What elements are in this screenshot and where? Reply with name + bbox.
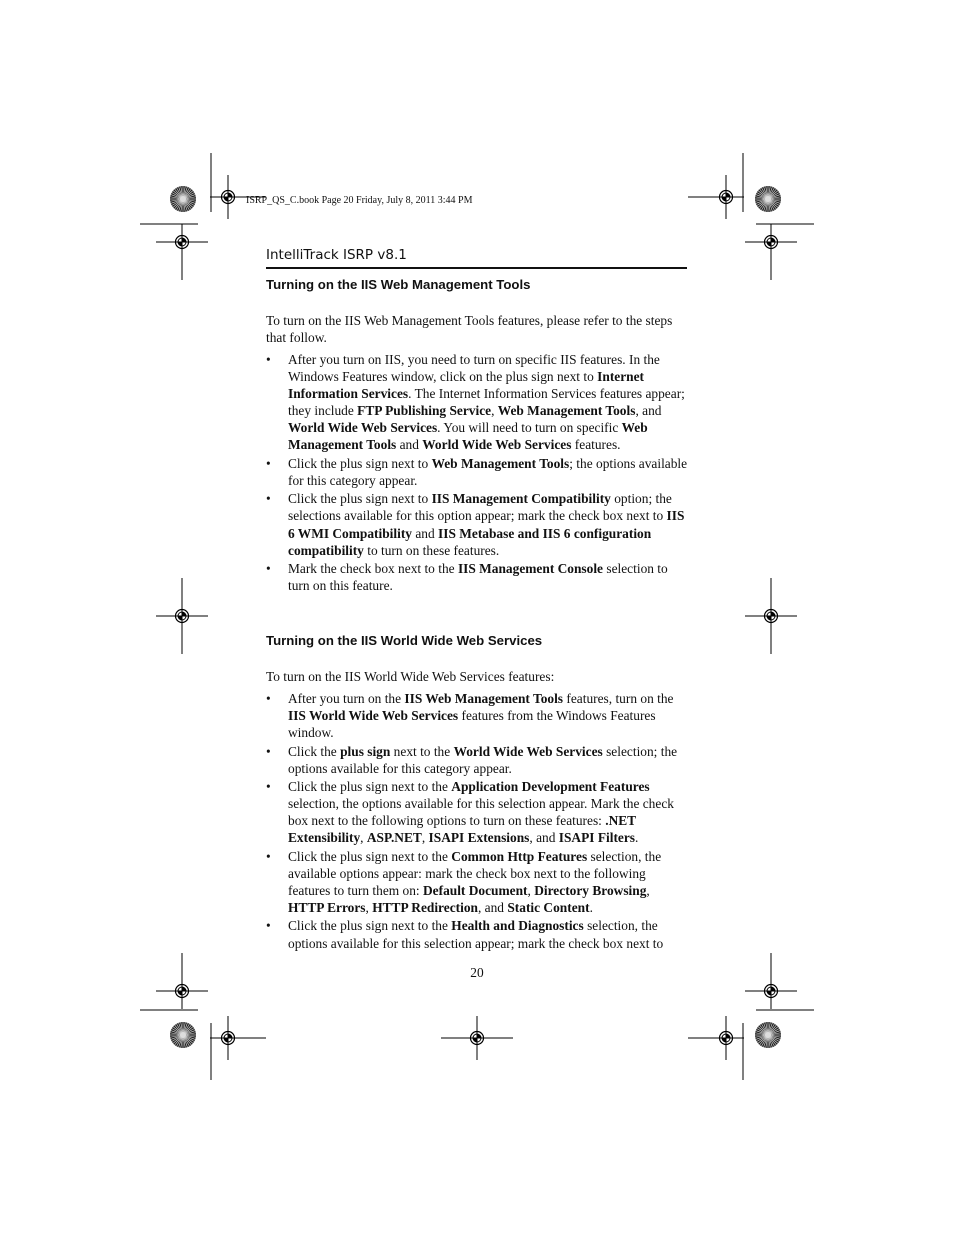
bullet-glyph: • [266,743,271,759]
body-text: to turn on these features. [363,542,500,558]
bullet-glyph: • [266,848,271,864]
body-text: option; the selections available for this option appear; mark the check box next to [288,491,672,524]
registration-mark-icon [210,1016,266,1060]
body-text: selection, the options available for this selection appear. Mark the check box next to the following options to turn on these features: [288,796,674,829]
body-text: Click the plus sign next to [288,455,432,471]
list-item [266,455,688,489]
bold-term: ASP.NET [366,830,422,846]
bold-term: Application Development Features [451,779,650,795]
bold-term: Internet Information Services [288,369,645,402]
section-title-web-management-tools: Turning on the IIS Web Management Tools [266,277,531,292]
bullet-list-world-wide-web-services [266,690,688,953]
body-text: and [412,525,439,541]
body-text: , [421,830,429,846]
section-title-world-wide-web-services: Turning on the IIS World Wide Web Services [266,633,543,648]
section-intro-web-management-tools: To turn on the IIS Web Management Tools features, please refer to the steps that follow. [266,313,673,346]
header-rule [266,267,687,269]
color-wheel-icon [170,1022,196,1048]
body-text: ; the options available for this category appear. [288,455,688,488]
bold-term: IIS Web Management Tools [404,691,564,706]
body-text: After you turn on the [288,691,405,706]
list-item [266,743,688,777]
bullet-glyph: • [266,455,271,471]
bullet-glyph: • [266,918,271,934]
bold-term: .NET Extensibility [288,813,636,846]
list-item [266,351,688,454]
body-text: features. [571,437,621,453]
bullet-glyph: • [266,352,271,367]
body-text: features, turn on the [563,691,674,706]
body-text: Click the plus sign next to the [288,779,452,795]
bold-term: IIS Management Console [457,561,604,577]
body-text: , [360,830,367,846]
body-text: , [491,403,498,419]
bold-term: plus sign [340,743,391,759]
running-head: IntelliTrack ISRP v8.1 [266,247,407,263]
bold-term: World Wide Web Services [453,743,603,759]
bold-term: Common Http Features [451,848,588,864]
list-item [266,917,688,951]
body-text: , and [529,830,559,846]
body-text: After you turn on IIS, you need to turn on specific IIS features. In the Windows Features window, click on the plus sign next to [288,352,660,385]
body-text: Mark the check box next to the [288,561,458,577]
body-text: . You will need to turn on specific [437,420,622,436]
registration-mark-icon [156,953,208,1009]
body-text: selection; the options available for this category appear. [288,743,678,776]
bold-term: ISAPI Extensions [428,830,530,846]
registration-mark-icon [745,578,797,654]
bold-term: Web Management Tools [431,455,570,471]
bold-term: ISAPI Filters [558,830,636,846]
bold-term: Web Management Tools [497,403,636,419]
body-text: Click the plus sign next to the [288,918,452,934]
bold-term: IIS 6 WMI Compatibility [288,508,685,541]
bullet-list-web-management-tools [266,351,688,596]
bold-term: World Wide Web Services [288,420,438,436]
body-text: , and [477,900,508,916]
body-text: Click the plus sign next to the [288,848,452,864]
body-text: next to the [390,743,454,759]
body-text: Click the [288,743,341,759]
bold-term: IIS Metabase and IIS 6 configuration compatibility [288,525,652,558]
registration-mark-icon [156,578,208,654]
body-text: . [589,900,593,916]
bold-term: Static Content [507,900,590,916]
bullet-glyph: • [266,691,271,706]
registration-mark-icon [688,175,744,219]
body-text: selection, the options available for this selection appear; mark the check box next to [288,918,664,951]
bold-term: Directory Browsing [534,882,647,898]
color-wheel-icon [170,186,196,212]
bold-term: HTTP Errors [288,900,366,916]
registration-mark-icon [156,224,208,280]
list-item [266,848,688,916]
bullet-glyph: • [266,779,271,795]
registration-mark-icon [688,1016,744,1060]
bold-term: IIS Management Compatibility [431,491,611,507]
bold-term: Web Management Tools [288,420,648,453]
body-text: selection to turn on this feature. [288,561,668,594]
body-text: , and [635,403,662,419]
registration-mark-icon [745,953,797,1009]
registration-mark-icon [745,224,797,280]
body-text: . The Internet Information Services features appear; they include [288,386,685,419]
color-wheel-icon [755,186,781,212]
book-slug: ISRP_QS_C.book Page 20 Friday, July 8, 2011 3:44 PM [246,195,473,206]
section-intro-world-wide-web-services: To turn on the IIS World Wide Web Services features: [266,669,555,684]
list-item [266,690,688,741]
bullet-glyph: • [266,491,271,507]
body-text: , [365,900,373,916]
body-text: , [527,882,535,898]
bold-term: Health and Diagnostics [451,918,584,934]
body-text: selection, the available options appear: mark the check box next to the following features to turn them on: [288,848,662,898]
body-text: , [646,882,650,898]
registration-mark-icon [441,1016,513,1060]
bold-term: FTP Publishing Service [357,403,492,419]
bullet-glyph: • [266,561,271,577]
list-item [266,490,688,558]
bold-term: World Wide Web Services [422,437,572,453]
page-number: 20 [470,965,484,980]
body-text: and [396,437,423,453]
bold-term: Default Document [423,882,528,898]
color-wheel-icon [755,1022,781,1048]
bold-term: HTTP Redirection [372,900,478,916]
body-text: Click the plus sign next to [288,491,432,507]
list-item [266,778,688,846]
body-text: features from the Windows Features window. [288,708,656,741]
list-item [266,560,688,594]
bold-term: IIS World Wide Web Services [288,708,459,724]
body-text: . [635,830,639,846]
